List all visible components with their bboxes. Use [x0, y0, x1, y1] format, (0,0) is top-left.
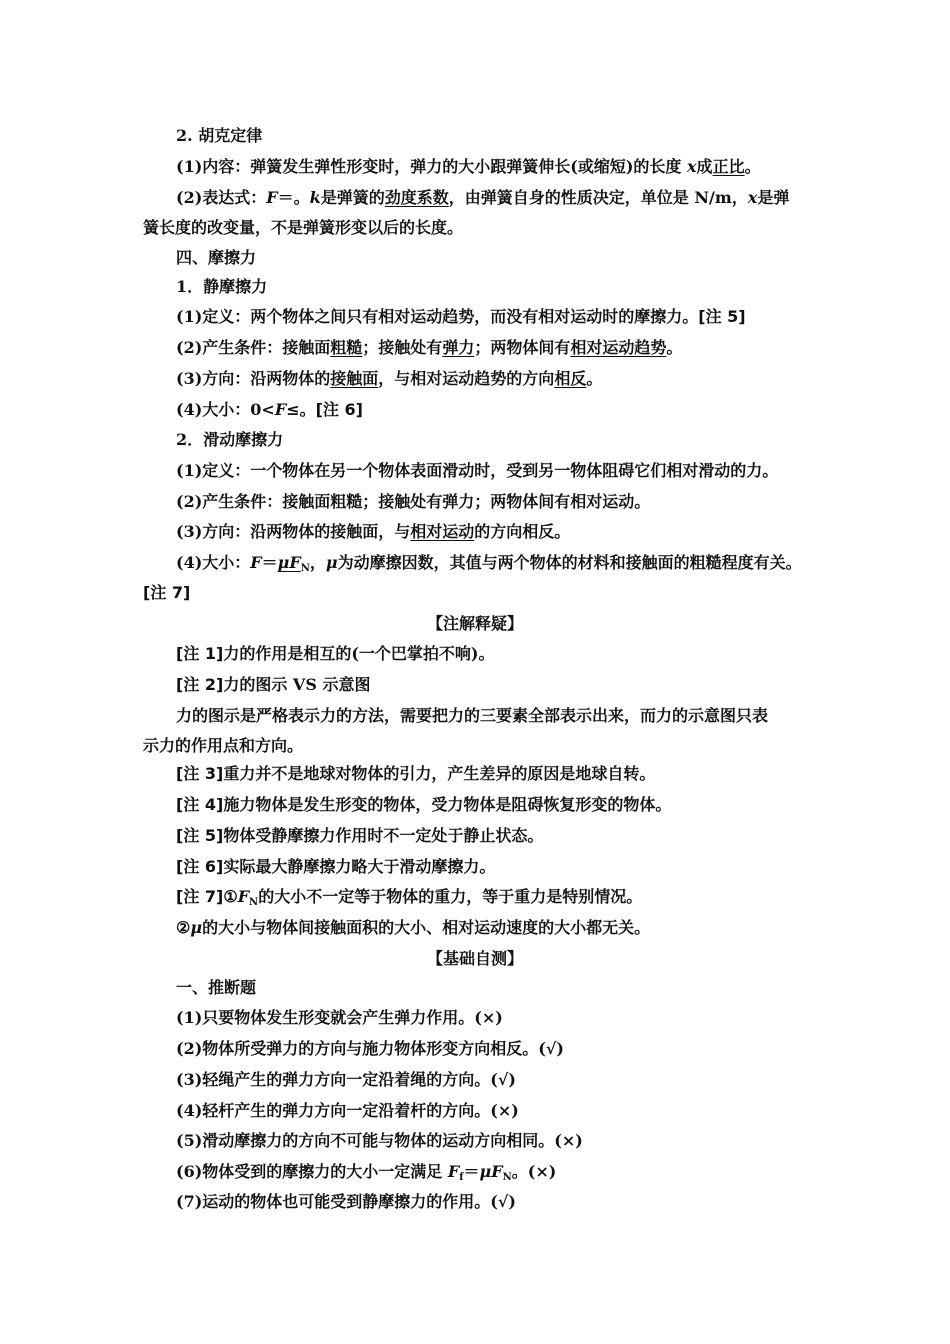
note-label: [注 4] — [176, 795, 224, 814]
note-label: [注 2] — [176, 675, 224, 694]
hooke-content: (1)内容：弹簧发生弹性形变时，弹力的大小跟弹簧伸长(或缩短)的长度 x成正比。 — [176, 157, 761, 176]
selftest-item: (7)运动的物体也可能受到静摩擦力的作用。(√) — [176, 1192, 516, 1211]
note-7-second: ②μ的大小与物体间接触面积的大小、相对运动速度的大小都无关。 — [176, 918, 651, 937]
sliding-definition: (1)定义：一个物体在另一个物体表面滑动时，受到另一物体阻碍它们相对滑动的力。 — [176, 461, 779, 480]
sliding-magnitude: (4)大小：$F=\mu F_N$，μ为动摩擦因数，其值与两个物体的材料和接触面的粗糙程度有关。 — [176, 553, 802, 574]
note-4: [注 4]施力物体是发生形变的物体，受力物体是阻碍恢复形变的物体。 — [176, 795, 672, 814]
sliding-direction: (3)方向：沿两物体的接触面，与相对运动的方向相反。 — [176, 522, 571, 541]
notes-heading: 【注解释疑】 — [426, 614, 523, 633]
sliding-friction-heading: 2．滑动摩擦力 — [176, 430, 284, 449]
static-magnitude: (4)大小：0<F≤。[注 6] — [176, 400, 363, 419]
static-definition: (1)定义：两个物体之间只有相对运动趋势，而没有相对运动时的摩擦力。[注 5] — [176, 307, 746, 326]
note-ref: [注 6] — [315, 400, 363, 419]
static-condition: (2)产生条件：接触面粗糙；接触处有弹力；两物体间有相对运动趋势。 — [176, 338, 683, 357]
note-6: [注 6]实际最大静摩擦力略大于滑动摩擦力。 — [176, 857, 496, 876]
note-label: [注 6] — [176, 857, 224, 876]
key-term: 正比 — [712, 157, 745, 176]
selftest-item: (1)只要物体发生形变就会产生弹力作用。(×) — [176, 1008, 503, 1027]
note-label: [注 1] — [176, 644, 224, 663]
friction-heading: 四、摩擦力 — [176, 248, 257, 267]
note-ref: [注 7] — [143, 583, 191, 602]
note-5: [注 5]物体受静摩擦力作用时不一定处于静止状态。 — [176, 826, 544, 845]
static-friction-heading: 1．静摩擦力 — [176, 277, 268, 296]
note-label: [注 3] — [176, 764, 224, 783]
sliding-condition: (2)产生条件：接触面粗糙；接触处有弹力；两物体间有相对运动。 — [176, 492, 651, 511]
note-2-body-cont: 示力的作用点和方向。 — [143, 736, 304, 755]
note-label: [注 5] — [176, 826, 224, 845]
static-direction: (3)方向：沿两物体的接触面，与相对运动趋势的方向相反。 — [176, 369, 603, 388]
note-2: [注 2]力的图示 VS 示意图 — [176, 675, 371, 694]
selftest-subheading: 一、推断题 — [176, 978, 257, 997]
selftest-item: (5)滑动摩擦力的方向不可能与物体的运动方向相同。(×) — [176, 1131, 583, 1150]
note-7: [注 $7]①F_N$的大小不一定等于物体的重力，等于重力是特别情况。 — [176, 887, 643, 908]
hooke-heading: 2. 胡克定律 — [176, 126, 263, 145]
key-term: 劲度系数 — [384, 188, 449, 207]
note-label: [注 7] — [176, 887, 224, 906]
selftest-item: (6)物体受到的摩擦力的大小一定满足 $F_f=\mu F_N$。(×) — [176, 1162, 557, 1183]
note-ref: [注 5] — [698, 307, 746, 326]
hooke-expression: (2)表达式：F＝。k是弹簧的劲度系数，由弹簧自身的性质决定，单位是 N/m，x是弹 — [176, 188, 790, 207]
hooke-expression-cont: 簧长度的改变量，不是弹簧形变以后的长度。 — [143, 218, 464, 237]
selftest-item: (2)物体所受弹力的方向与施力物体形变方向相反。(√) — [176, 1039, 564, 1058]
note-1: [注 1]力的作用是相互的(一个巴掌拍不响)。 — [176, 644, 495, 663]
note-2-body: 力的图示是严格表示力的方法，需要把力的三要素全部表示出来，而力的示意图只表 — [176, 706, 769, 725]
note-3: [注 3]重力并不是地球对物体的引力，产生差异的原因是地球自转。 — [176, 764, 656, 783]
selftest-heading: 【基础自测】 — [426, 949, 523, 968]
selftest-item: (4)轻杆产生的弹力方向一定沿着杆的方向。(×) — [176, 1101, 519, 1120]
selftest-item: (3)轻绳产生的弹力方向一定沿着绳的方向。(√) — [176, 1070, 516, 1089]
